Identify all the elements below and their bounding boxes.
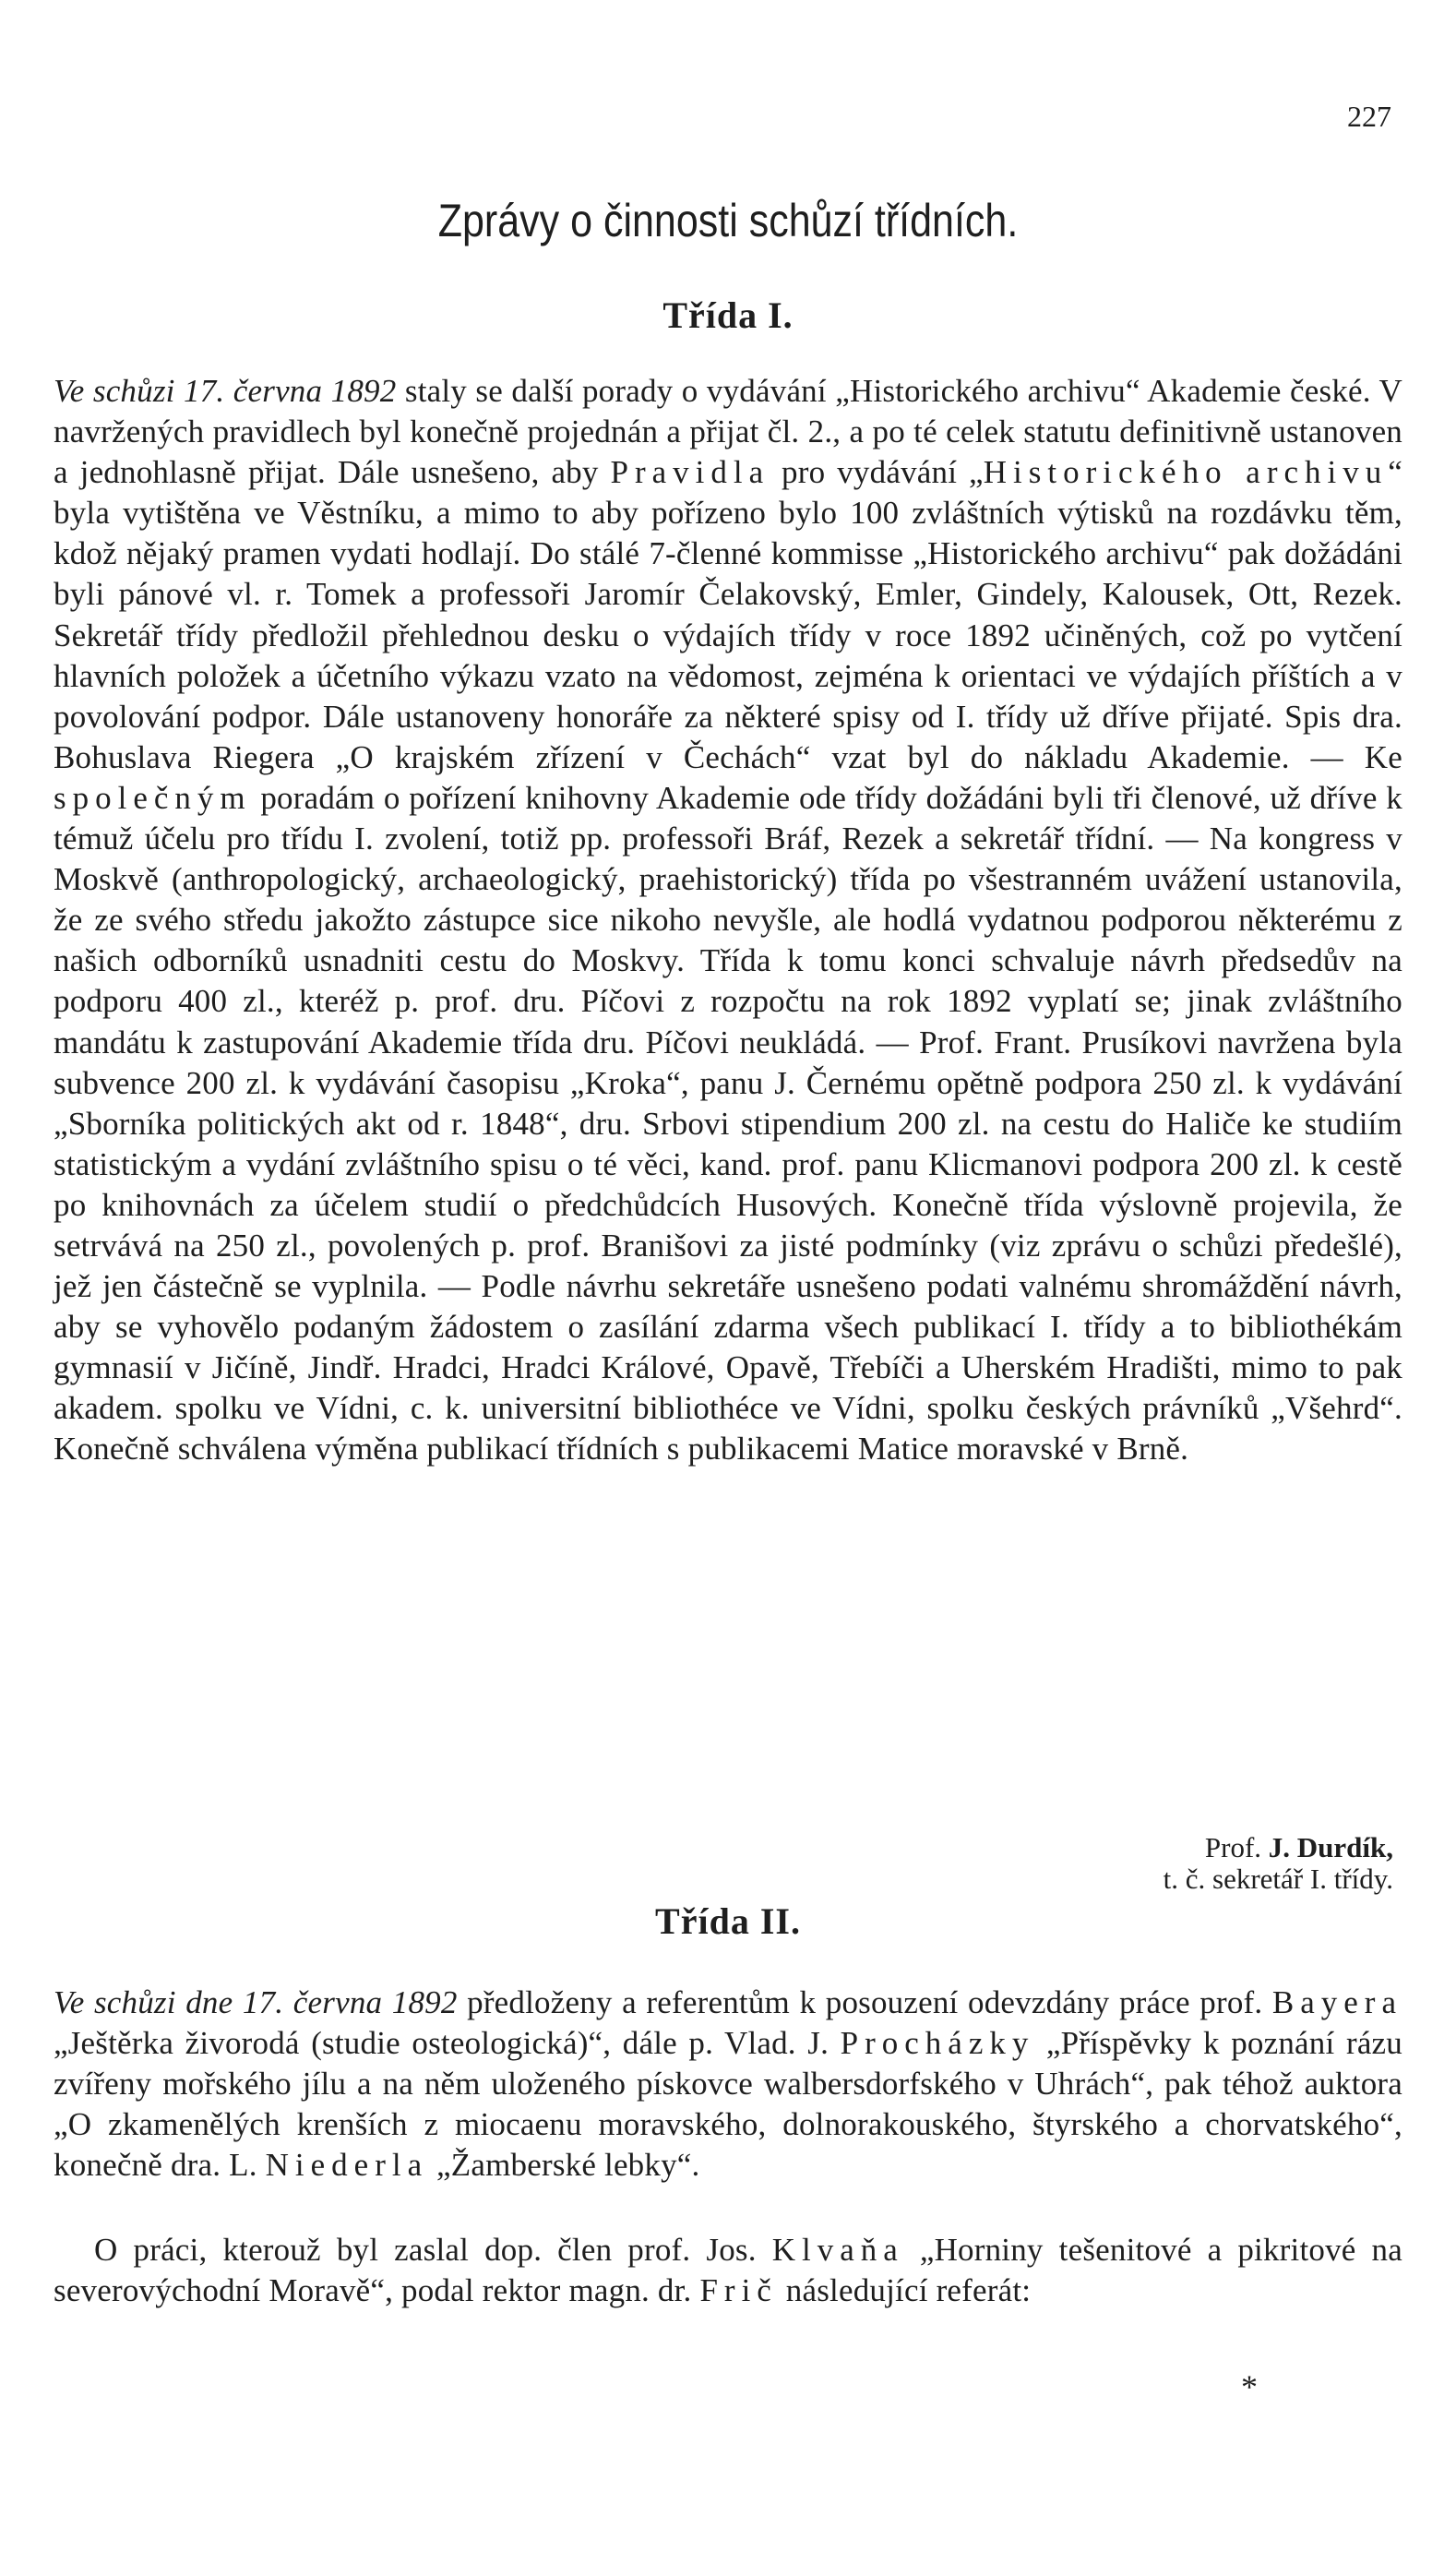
signature-name: J. Durdík, (1268, 1831, 1393, 1863)
paragraph-text: následující referát: (777, 2272, 1032, 2309)
paragraph-text: „Horniny tešenitové a pikritové na severovýchodní Moravě“, podal rektor magn. dr. (54, 2232, 1402, 2309)
section-1-paragraph (54, 371, 1402, 1470)
signature-block (1164, 1832, 1393, 1895)
spaced-term: Niederla (265, 2147, 429, 2184)
spaced-term: Pravidla (610, 454, 770, 491)
signature-prefix: Prof. (1204, 1831, 1269, 1863)
paragraph-text: „Ještěrka živorodá (studie osteologická)“, dále p. Vlad. J. (54, 2025, 841, 2062)
page-title: Zprávy o činnosti schůzí třídních. (437, 195, 1019, 246)
paragraph-text: “ byla vytištěna ve Věstníku, a mimo to aby pořízeno bylo 100 zvláštních výtisků na rozdávku těm, kdož nějaký pramen vydati hodlají. Do stálé 7-členné kommisse „Historického archivu“ pak dožádáni byli pánové vl. r. Tomek a professoři Jaromír Čelakovský, Emler, Gindely, Kalousek, Ott, Rezek. Sekretář třídy předložil přehlednou desku o výdajích třídy v roce 1892 učiněných, což po vytčení hlavních položek a účetního výkazu vzato na vědomost, zejména k orientaci ve výdajích příštích a v povolování podpor. Dále ustanoveny honoráře za některé spisy od I. třídy už dříve přijaté. Spis dra. Bohuslava Riegera „O krajském zřízení v Čechách“ vzat byl do nákladu Akademie. — Ke (54, 454, 1402, 775)
paragraph-text: „Žamberské lebky“. (428, 2147, 700, 2184)
section-2-paragraph (54, 1983, 1402, 2186)
page-number: 227 (1347, 100, 1391, 133)
section-2-paragraph-2 (54, 2230, 1402, 2311)
paragraph-text: O práci, kterouž byl zaslal dop. člen prof. Jos. (94, 2232, 772, 2268)
paragraph-text: předloženy a referentům k posouzení odevzdány práce prof. (457, 1984, 1272, 2020)
meeting-date-lead: Ve schůzi dne 17. června 1892 (54, 1984, 458, 2020)
spaced-term: Historického archivu (983, 454, 1389, 491)
spaced-term: společným (54, 779, 252, 816)
paragraph-text: staly se další porady o vydávání „Historického archivu“ Akademie české. V navržených pravidlech byl konečně projednán a přijat čl. 2., a po té celek statutu definitivně ustanoven a jednohlasně přijat. Dále usnešeno, aby (54, 373, 1402, 491)
spaced-term: Klvaňa (771, 2232, 904, 2268)
section-heading-trida-1: Třída I. (662, 294, 794, 336)
paragraph-text: pro vydávání „ (770, 454, 984, 491)
meeting-date-lead: Ve schůzi 17. června 1892 (54, 373, 397, 409)
section-heading-trida-2: Třída II. (655, 1900, 801, 1942)
signature-role: t. č. sekretář I. třídy. (1163, 1863, 1393, 1895)
footnote-asterisk: * (1241, 2368, 1258, 2405)
spaced-term: Procházky (840, 2025, 1035, 2062)
paragraph-text: poradám o pořízení knihovny Akademie ode třídy dožádáni byli tři členové, už dříve k témuž účelu pro třídu I. zvolení, totiž pp. professoři Bráf, Rezek a sekretář třídní. — Na kongress v Moskvě (anthropologický, archaeologický, praehistorický) třída po všestranném uvážení ustanovila, že ze svého středu jakožto zástupce sice nikoho nevyšle, ale hodlá vydatnou podporou některému z našich odborníků usnadniti cestu do Moskvy. Třída k tomu konci schvaluje návrh předsedův na podporu 400 zl., kteréž p. prof. dru. Píčovi z rozpočtu na rok 1892 vyplatí se; jinak zvláštního mandátu k zastupování Akademie třída dru. Píčovi neukládá. — Prof. Frant. Prusíkovi navržena byla subvence 200 zl. k vydávání časopisu „Kroka“, panu J. Černému opětně podpora 250 zl. k vydávání „Sborníka politických akt od r. 1848“, dru. Srbovi stipendium 200 zl. na cestu do Haliče ke studiím statistickým a vydání zvláštního spisu o té věci, kand. prof. panu Klicmanovi podpora 200 zl. k cestě po knihovnách za účelem studií o předchůdcích Husových. Konečně třída výslovně projevila, že setrvává na 250 zl., povolených p. prof. Branišovi za jisté podmínky (viz zprávu o schůzi předešlé), jež jen částečně se vyplnila. — Podle návrhu sekretáře usnešeno podati valnému shromáždění návrh, aby se vyhovělo podaným žádostem o zasílání zdarma všech publikací I. třídy a to bibliothékám gymnasií v Jičíně, Jindř. Hradci, Hradci Králové, Opavě, Třebíči a Uherském Hradišti, mimo to pak akadem. spolku ve Vídni, c. k. universitní bibliothéce ve Vídni, spolku českých právníků „Všehrd“. Konečně schválena výměna publikací třídních s publikacemi Matice moravské v Brně. (54, 779, 1402, 1468)
paragraph-text: „Příspěvky k poznání rázu zvířeny mořského jílu a na něm uloženého pískovce walbersdorfského v Uhrách“, pak téhož auktora „O zkamenělých krenších z miocaenu moravského, dolnorakouského, štyrského a chorvatského“, konečně dra. L. (54, 2025, 1402, 2184)
spaced-term: Bayera (1271, 1984, 1402, 2020)
spaced-term: Frič (699, 2272, 778, 2309)
signature-line (1164, 1832, 1393, 1863)
